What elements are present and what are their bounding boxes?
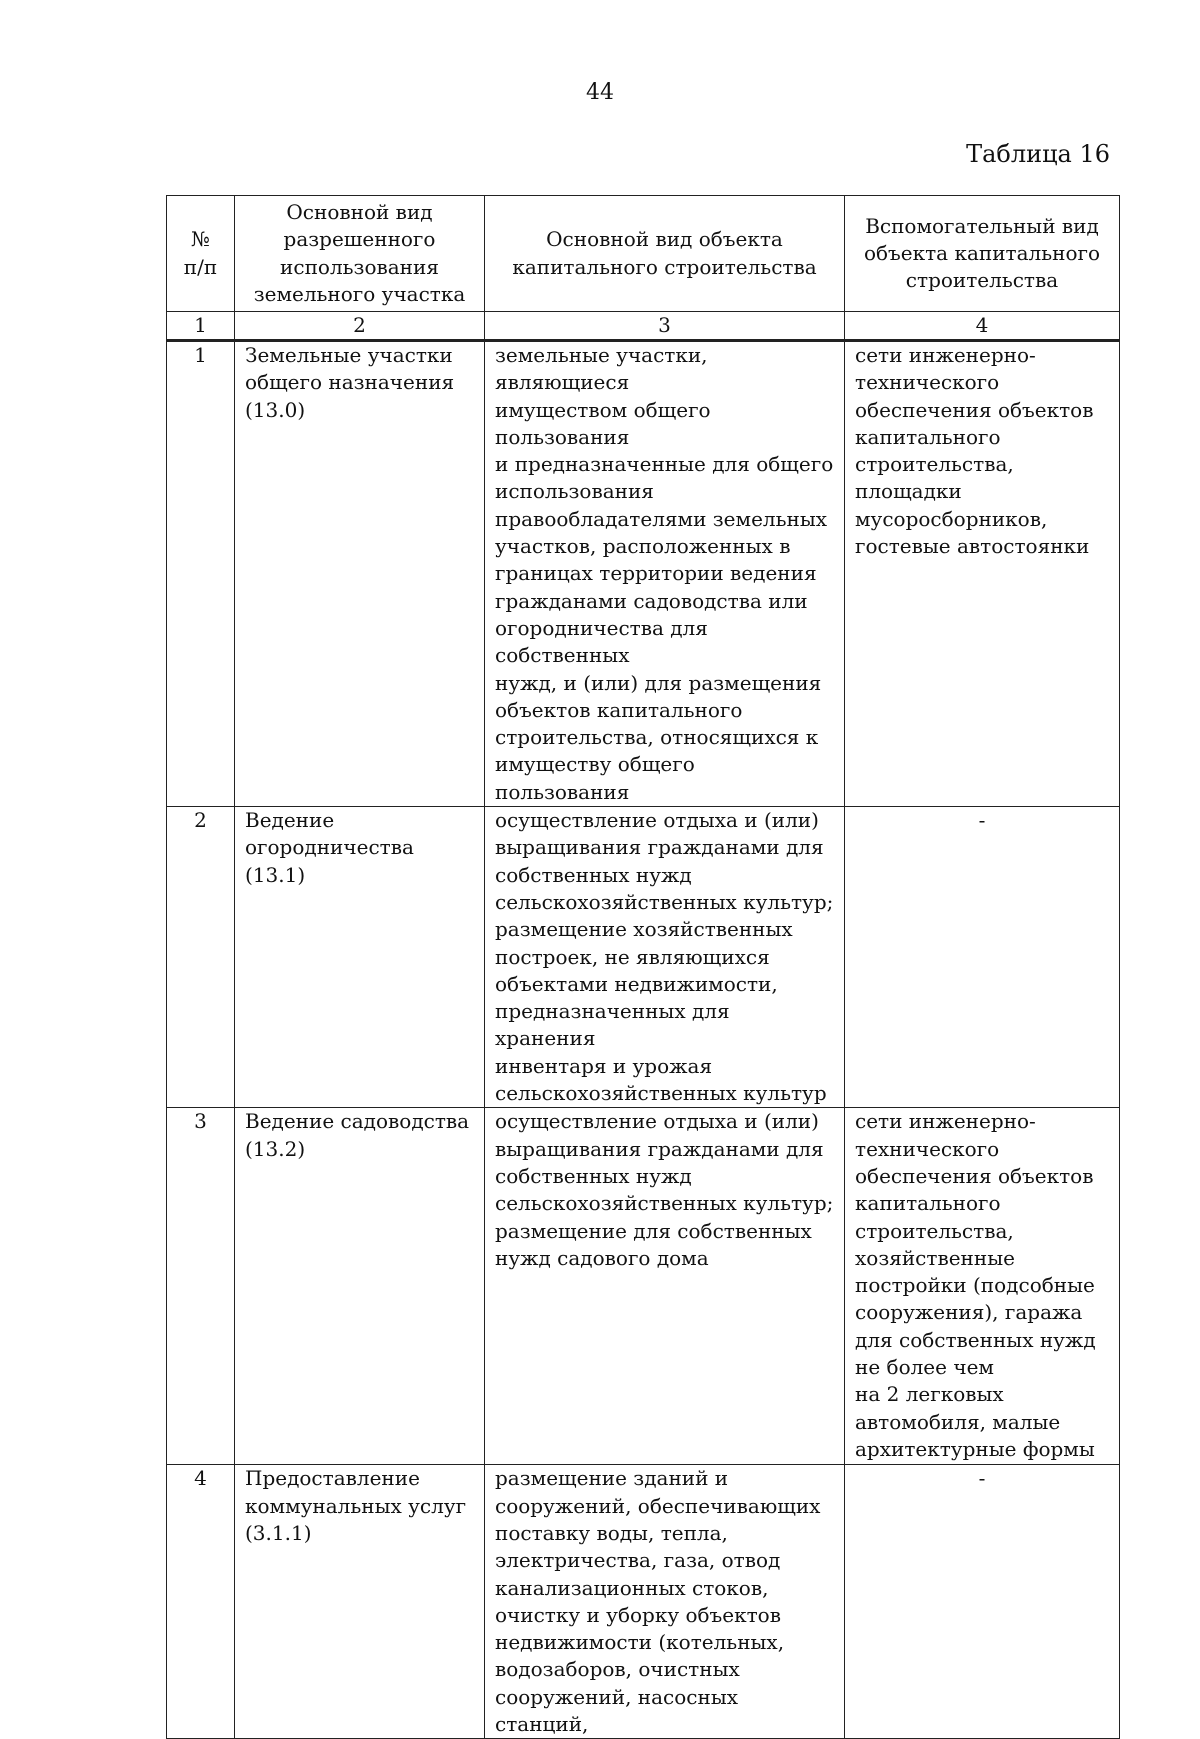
aux-object-cell: - — [845, 807, 1120, 1108]
land-use-cell: Земельные участки общего назначения (13.0) — [235, 341, 485, 807]
header-land-use: Основной вид разрешенного использования земельного участка — [235, 196, 485, 312]
land-use-cell: Ведение огородничества (13.1) — [235, 807, 485, 1108]
main-object-cell: осуществление отдыха и (или) выращивания гражданами для собственных нужд сельскохозяйственных культур; размещение хозяйственных построек, не являющихся объектами недвижимости, предназначенных для хранения инвентаря и урожая сельскохозяйственных культур — [485, 807, 845, 1108]
column-number: 1 — [167, 312, 235, 341]
header-num: № п/п — [167, 196, 235, 312]
aux-object-cell: - — [845, 1465, 1120, 1739]
column-number: 4 — [845, 312, 1120, 341]
table-row — [167, 1108, 1120, 1465]
aux-object-cell: сети инженерно- технического обеспечения объектов капитального строительства, площадки мусоросборников, гостевые автостоянки — [845, 341, 1120, 807]
row-number: 2 — [167, 807, 235, 1108]
main-object-cell: размещение зданий и сооружений, обеспечивающих поставку воды, тепла, электричества, газа, отвод канализационных стоков, очистку и уборку объектов недвижимости (котельных, водозаборов, очистных сооружений, насосных станций, — [485, 1465, 845, 1739]
row-number: 4 — [167, 1465, 235, 1739]
main-object-cell: осуществление отдыха и (или) выращивания гражданами для собственных нужд сельскохозяйственных культур; размещение для собственных нужд садового дома — [485, 1108, 845, 1465]
header-main-object: Основной вид объекта капитального строительства — [485, 196, 845, 312]
column-number-row — [167, 312, 1120, 341]
main-object-cell: земельные участки, являющиеся имуществом общего пользования и предназначенные для общего использования правообладателями земельных участков, расположенных в границах территории ведения гражданами садоводства или огородничества для собственных нужд, и (или) для размещения объектов капитального строительства, относящихся к имуществу общего пользования — [485, 341, 845, 807]
aux-object-cell: сети инженерно- технического обеспечения объектов капитального строительства, хозяйственные постройки (подсобные сооружения), гаража для собственных нужд не более чем на 2 легковых автомобиля, малые архитектурные формы — [845, 1108, 1120, 1465]
table-header-row — [167, 196, 1120, 312]
column-number: 2 — [235, 312, 485, 341]
table-row — [167, 807, 1120, 1108]
table-row — [167, 341, 1120, 807]
land-use-cell: Ведение садоводства (13.2) — [235, 1108, 485, 1465]
row-number: 3 — [167, 1108, 235, 1465]
land-use-cell: Предоставление коммунальных услуг (3.1.1) — [235, 1465, 485, 1739]
page-number: 44 — [586, 80, 614, 105]
land-use-table — [166, 195, 1120, 1739]
table-caption: Таблица 16 — [966, 140, 1110, 168]
column-number: 3 — [485, 312, 845, 341]
row-number: 1 — [167, 341, 235, 807]
table-row — [167, 1465, 1120, 1739]
header-aux-object: Вспомогательный вид объекта капитального строительства — [845, 196, 1120, 312]
